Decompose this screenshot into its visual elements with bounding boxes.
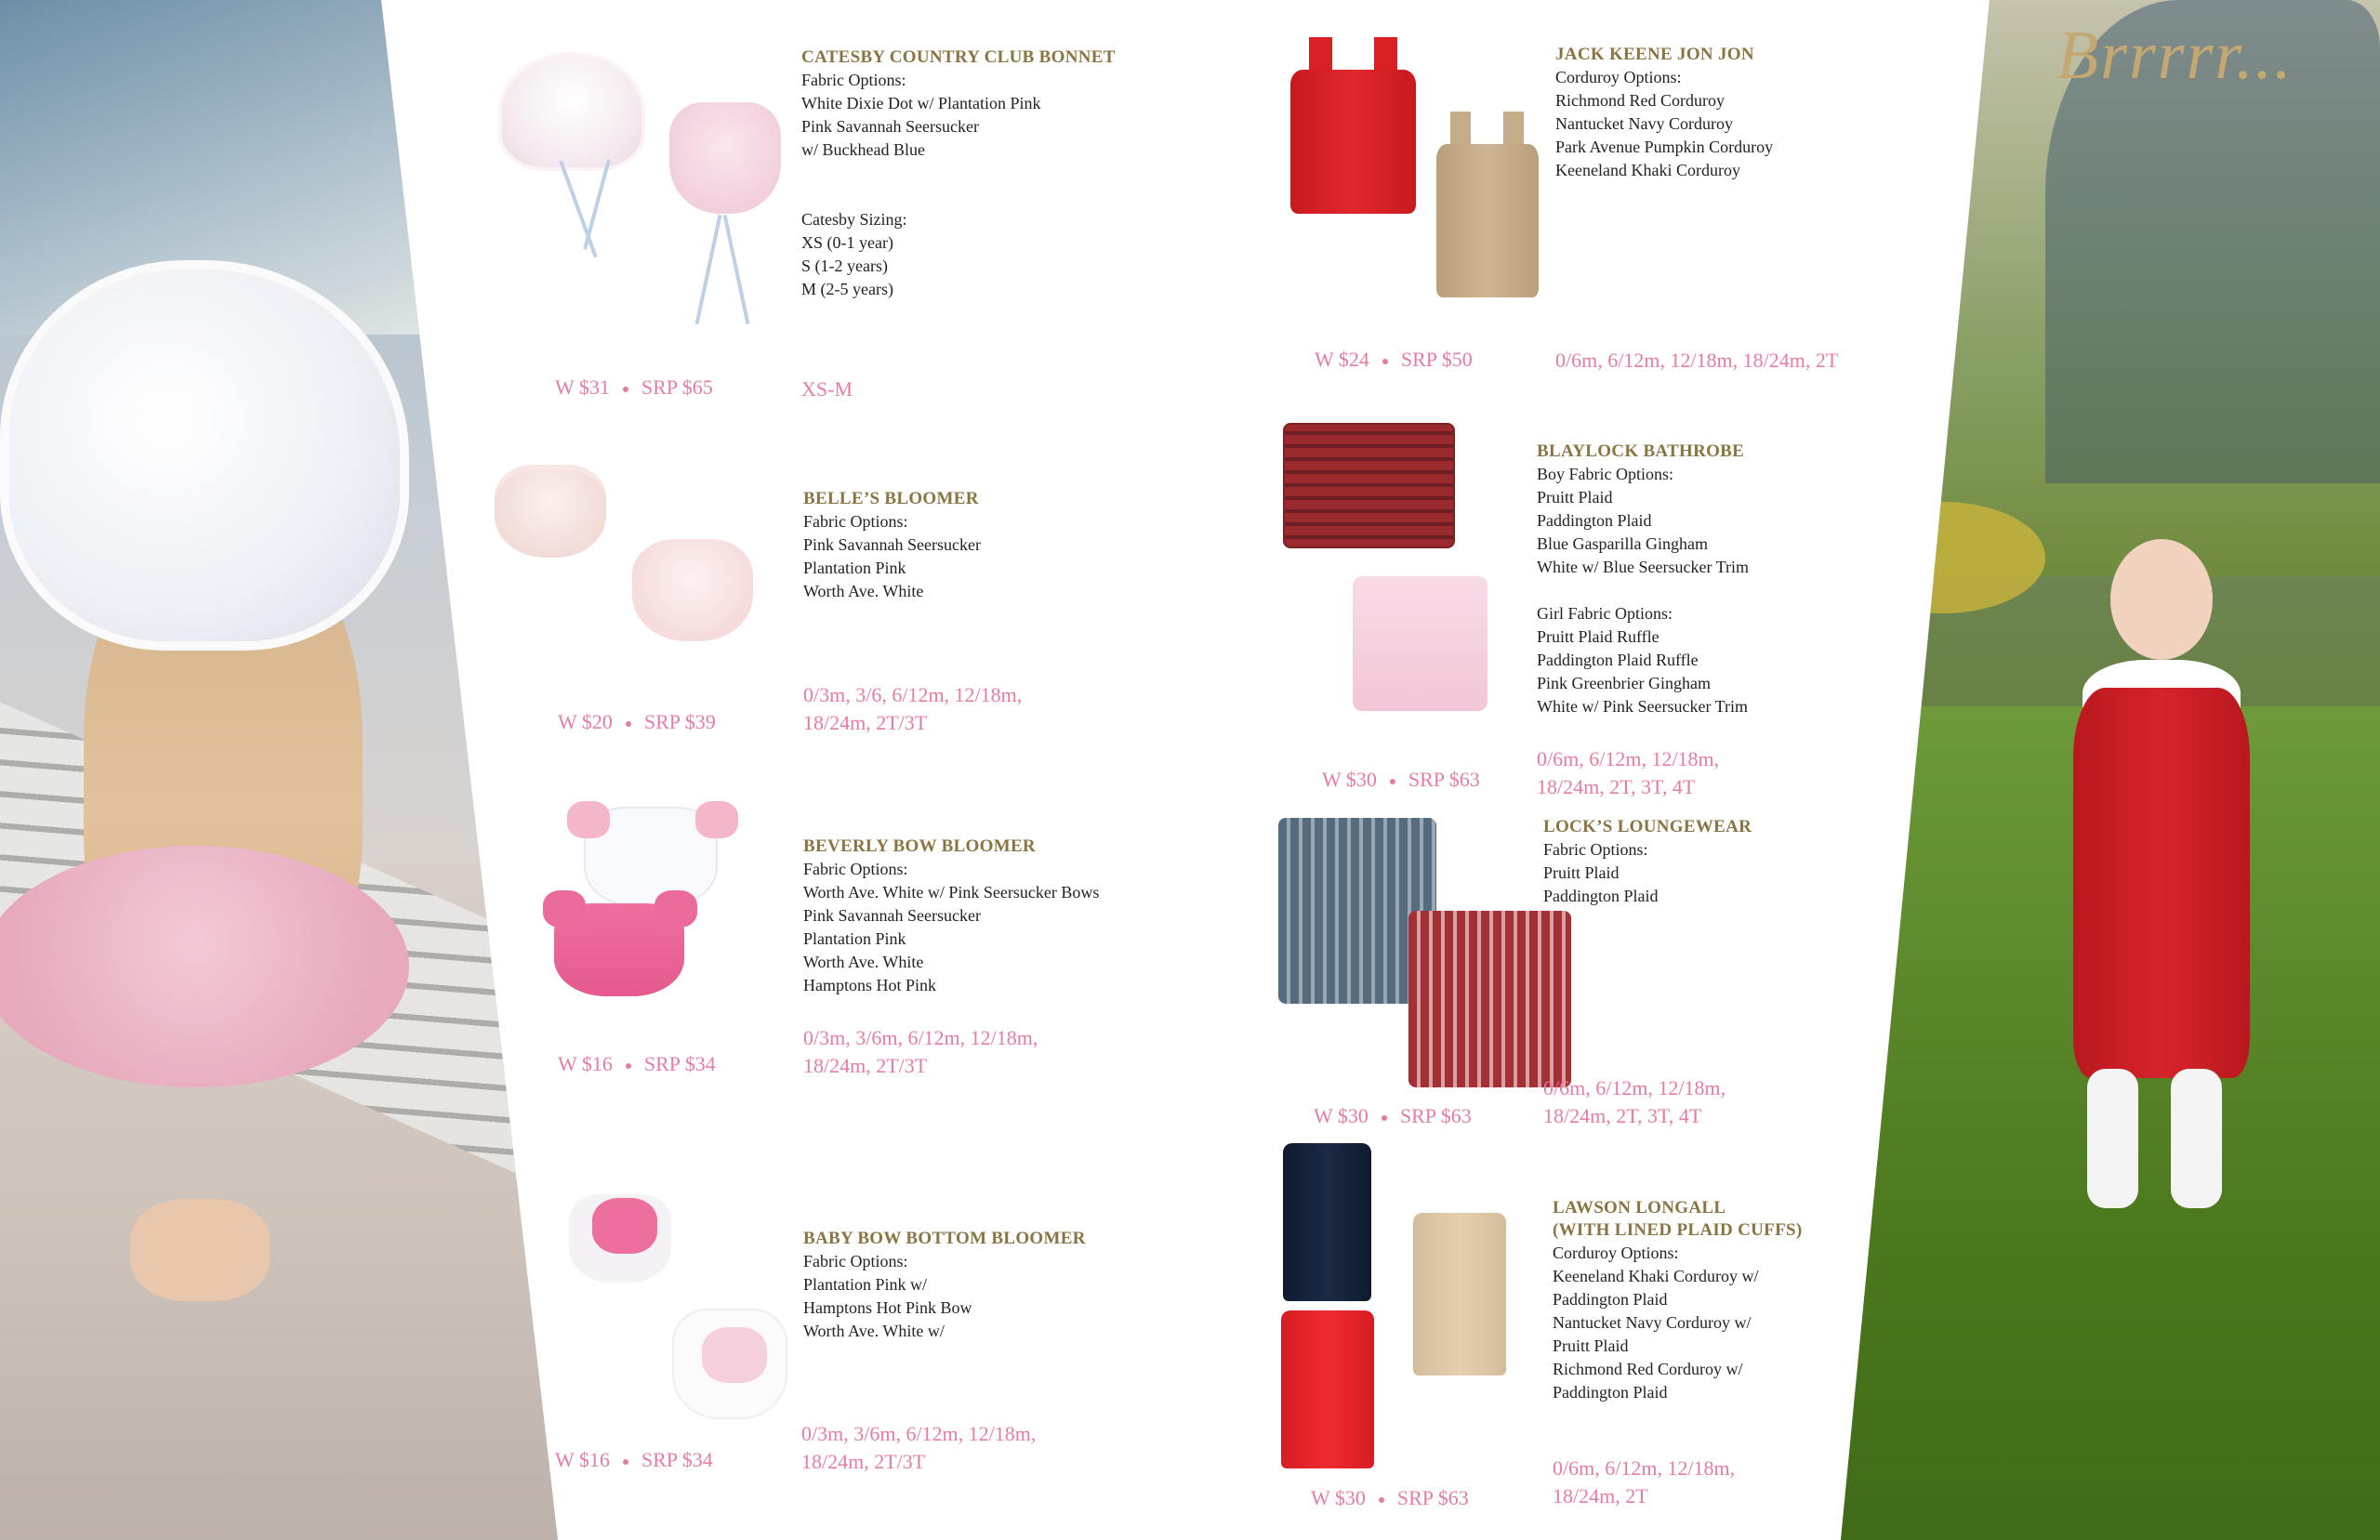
option-line: S (1-2 years) bbox=[801, 257, 888, 275]
size-line: 18/24m, 2T bbox=[1553, 1484, 1648, 1507]
bow-bottom-image-2 bbox=[674, 1310, 786, 1417]
option-line: Plantation Pink w/ bbox=[803, 1275, 928, 1294]
size-range bbox=[801, 1420, 1036, 1476]
option-line: Paddington Plaid bbox=[1553, 1290, 1668, 1309]
boy-left-sock bbox=[2087, 1069, 2138, 1208]
size-line: 18/24m, 2T/3T bbox=[801, 1450, 926, 1473]
price-separator-dot bbox=[1390, 779, 1395, 784]
size-range bbox=[803, 681, 1022, 737]
product-blaylock-bathrobe bbox=[1537, 441, 1909, 718]
wholesale-price: W $31 bbox=[555, 375, 610, 399]
size-line: 18/24m, 2T, 3T, 4T bbox=[1543, 1104, 1702, 1127]
option-line: Fabric Options: bbox=[1543, 840, 1648, 859]
girl-hand bbox=[130, 1199, 270, 1301]
option-line: Pink Savannah Seersucker bbox=[801, 117, 979, 136]
size-line: 0/3m, 3/6m, 6/12m, 12/18m, bbox=[801, 1422, 1037, 1445]
spacer bbox=[801, 162, 1173, 185]
brand-script-title: Brrrrr... bbox=[2056, 18, 2294, 94]
option-line: Pruitt Plaid bbox=[1553, 1336, 1629, 1355]
option-line: Catesby Sizing: bbox=[801, 210, 907, 229]
option-line: Hamptons Hot Pink Bow bbox=[803, 1298, 972, 1317]
option-line: Pink Greenbrier Gingham bbox=[1537, 674, 1711, 692]
bathrobe-pink-image bbox=[1353, 576, 1488, 711]
longall-khaki-image bbox=[1413, 1213, 1506, 1375]
price-row bbox=[1314, 1104, 1472, 1128]
wholesale-price: W $16 bbox=[555, 1448, 610, 1471]
retail-price: SRP $39 bbox=[643, 710, 716, 733]
size-range bbox=[803, 1024, 1038, 1080]
pink-skirt bbox=[0, 846, 409, 1087]
wholesale-price: W $16 bbox=[558, 1052, 613, 1075]
option-line: Paddington Plaid bbox=[1537, 511, 1652, 530]
option-line: Nantucket Navy Corduroy bbox=[1555, 114, 1733, 133]
option-line: Pruitt Plaid bbox=[1537, 488, 1613, 507]
product-catesby-bonnet bbox=[801, 46, 1173, 301]
option-line: Paddington Plaid bbox=[1553, 1383, 1668, 1402]
longall-red-image bbox=[1281, 1310, 1374, 1468]
size-range bbox=[1543, 1074, 1726, 1130]
retail-price: SRP $50 bbox=[1400, 348, 1473, 371]
option-line: Fabric Options: bbox=[803, 860, 908, 878]
option-line: Boy Fabric Options: bbox=[1537, 465, 1673, 483]
option-line: Pruitt Plaid bbox=[1543, 863, 1620, 882]
bonnet-image-1 bbox=[502, 56, 641, 177]
price-row bbox=[555, 375, 713, 400]
size-range bbox=[801, 375, 853, 403]
option-line: XS (0-1 year) bbox=[801, 233, 893, 252]
option-line: Richmond Red Corduroy bbox=[1555, 91, 1725, 110]
option-line: Keeneland Khaki Corduroy bbox=[1555, 161, 1740, 179]
product-lawson-longall bbox=[1553, 1197, 1924, 1404]
price-separator-dot bbox=[626, 721, 631, 727]
option-line: Worth Ave. White bbox=[803, 582, 924, 600]
jonjon-red-image bbox=[1290, 37, 1416, 214]
product-title: BELLE’S BLOOMER bbox=[803, 489, 979, 508]
product-subtitle: (WITH LINED PLAID CUFFS) bbox=[1553, 1220, 1803, 1240]
bow-bottom-image-1 bbox=[569, 1194, 671, 1283]
price-row bbox=[555, 1448, 713, 1472]
price-separator-dot bbox=[623, 387, 628, 392]
size-line: 0/3m, 3/6, 6/12m, 12/18m, bbox=[803, 683, 1023, 706]
left-photo-girl-bonnet bbox=[0, 0, 558, 1540]
bloomer-image-1 bbox=[495, 465, 606, 558]
size-line: 18/24m, 2T, 3T, 4T bbox=[1537, 775, 1696, 798]
boy-red-jonjon bbox=[2073, 688, 2250, 1078]
monogram-decoration bbox=[623, 835, 679, 872]
option-line: w/ Buckhead Blue bbox=[801, 140, 925, 159]
price-row bbox=[1311, 1486, 1469, 1510]
boy-right-sock bbox=[2171, 1069, 2222, 1208]
option-line: Keeneland Khaki Corduroy w/ bbox=[1553, 1267, 1759, 1285]
option-line: Fabric Options: bbox=[801, 71, 906, 89]
price-separator-dot bbox=[1382, 1115, 1387, 1121]
product-belles-bloomer bbox=[803, 488, 1175, 603]
option-line: Nantucket Navy Corduroy w/ bbox=[1553, 1313, 1752, 1332]
bow-bloomer-image-2 bbox=[554, 903, 684, 996]
wholesale-price: W $30 bbox=[1314, 1104, 1368, 1127]
option-line: Plantation Pink bbox=[803, 559, 906, 577]
product-locks-loungewear bbox=[1543, 816, 1915, 908]
retail-price: SRP $34 bbox=[641, 1448, 713, 1471]
option-line: Fabric Options: bbox=[803, 1252, 908, 1270]
product-beverly-bow-bloomer bbox=[803, 836, 1194, 997]
option-line: Paddington Plaid Ruffle bbox=[1537, 651, 1699, 669]
product-title: BEVERLY BOW BLOOMER bbox=[803, 836, 1036, 856]
size-range bbox=[1553, 1454, 1735, 1510]
price-separator-dot bbox=[626, 1063, 631, 1069]
option-line: Park Avenue Pumpkin Corduroy bbox=[1555, 138, 1774, 156]
price-row bbox=[1322, 768, 1480, 792]
size-line: 0/3m, 3/6m, 6/12m, 12/18m, bbox=[803, 1026, 1038, 1049]
price-separator-dot bbox=[623, 1459, 628, 1465]
wholesale-price: W $20 bbox=[558, 710, 613, 733]
option-line: Girl Fabric Options: bbox=[1537, 604, 1673, 623]
longall-navy-image bbox=[1283, 1143, 1371, 1301]
retail-price: SRP $34 bbox=[643, 1052, 716, 1075]
bloomer-image-2 bbox=[632, 539, 753, 641]
loungewear-red-plaid-image bbox=[1408, 911, 1571, 1087]
option-line: Corduroy Options: bbox=[1553, 1244, 1679, 1262]
retail-price: SRP $65 bbox=[641, 375, 713, 399]
size-line: XS-M bbox=[801, 377, 853, 401]
jonjon-khaki-image bbox=[1436, 112, 1539, 297]
option-line: Pink Savannah Seersucker bbox=[803, 535, 981, 554]
product-title: BLAYLOCK BATHROBE bbox=[1537, 441, 1745, 461]
retail-price: SRP $63 bbox=[1399, 1104, 1472, 1127]
option-line: White w/ Blue Seersucker Trim bbox=[1537, 558, 1749, 576]
option-line: Worth Ave. White w/ Pink Seersucker Bows bbox=[803, 883, 1100, 902]
product-jack-keene-jon-jon bbox=[1555, 44, 1927, 182]
product-baby-bow-bottom-bloomer bbox=[803, 1228, 1175, 1343]
option-line: Plantation Pink bbox=[803, 929, 906, 948]
product-title: LOCK’S LOUNGEWEAR bbox=[1543, 817, 1752, 836]
product-title: JACK KEENE JON JON bbox=[1555, 45, 1754, 64]
size-line: 18/24m, 2T/3T bbox=[803, 1054, 928, 1077]
option-line: White Dixie Dot w/ Plantation Pink bbox=[801, 94, 1041, 112]
size-range bbox=[1555, 347, 1838, 375]
product-title: LAWSON LONGALL bbox=[1553, 1198, 1726, 1218]
product-title: BABY BOW BOTTOM BLOOMER bbox=[803, 1229, 1086, 1248]
bow-bloomer-image-1 bbox=[586, 809, 716, 906]
option-line: M (2-5 years) bbox=[801, 280, 893, 298]
size-line: 0/6m, 6/12m, 12/18m, bbox=[1537, 747, 1720, 770]
price-separator-dot bbox=[1379, 1497, 1384, 1503]
size-line: 18/24m, 2T/3T bbox=[803, 711, 928, 734]
option-line: Paddington Plaid bbox=[1543, 887, 1659, 905]
price-row bbox=[558, 1052, 716, 1076]
bonnet-image-2 bbox=[669, 102, 781, 214]
option-line: Pink Savannah Seersucker bbox=[803, 906, 981, 925]
price-separator-dot bbox=[1382, 359, 1388, 364]
size-range bbox=[1537, 745, 1719, 801]
wholesale-price: W $30 bbox=[1311, 1486, 1366, 1509]
retail-price: SRP $63 bbox=[1408, 768, 1480, 791]
option-line: Worth Ave. White bbox=[803, 953, 924, 971]
price-row bbox=[558, 710, 716, 734]
option-line: Pruitt Plaid Ruffle bbox=[1537, 627, 1659, 646]
option-line: Richmond Red Corduroy w/ bbox=[1553, 1360, 1743, 1378]
option-line: Hamptons Hot Pink bbox=[803, 976, 937, 994]
size-line: 0/6m, 6/12m, 12/18m, bbox=[1553, 1456, 1736, 1480]
option-line: Fabric Options: bbox=[803, 512, 908, 531]
price-row bbox=[1315, 348, 1473, 372]
wholesale-price: W $24 bbox=[1315, 348, 1369, 371]
option-line: Worth Ave. White w/ bbox=[803, 1322, 945, 1340]
bathrobe-plaid-image bbox=[1283, 423, 1455, 548]
product-title: CATESBY COUNTRY CLUB BONNET bbox=[801, 47, 1116, 67]
boy-head bbox=[2110, 539, 2213, 660]
spacer bbox=[1537, 579, 1909, 602]
size-line: 0/6m, 6/12m, 12/18m, 18/24m, 2T bbox=[1555, 349, 1839, 372]
option-line: Blue Gasparilla Gingham bbox=[1537, 534, 1708, 553]
retail-price: SRP $63 bbox=[1396, 1486, 1469, 1509]
spacer bbox=[801, 185, 1173, 208]
wholesale-price: W $30 bbox=[1322, 768, 1377, 791]
size-line: 0/6m, 6/12m, 12/18m, bbox=[1543, 1076, 1726, 1099]
option-line: White w/ Pink Seersucker Trim bbox=[1537, 697, 1748, 716]
white-bonnet bbox=[9, 270, 400, 641]
option-line: Corduroy Options: bbox=[1555, 68, 1682, 86]
